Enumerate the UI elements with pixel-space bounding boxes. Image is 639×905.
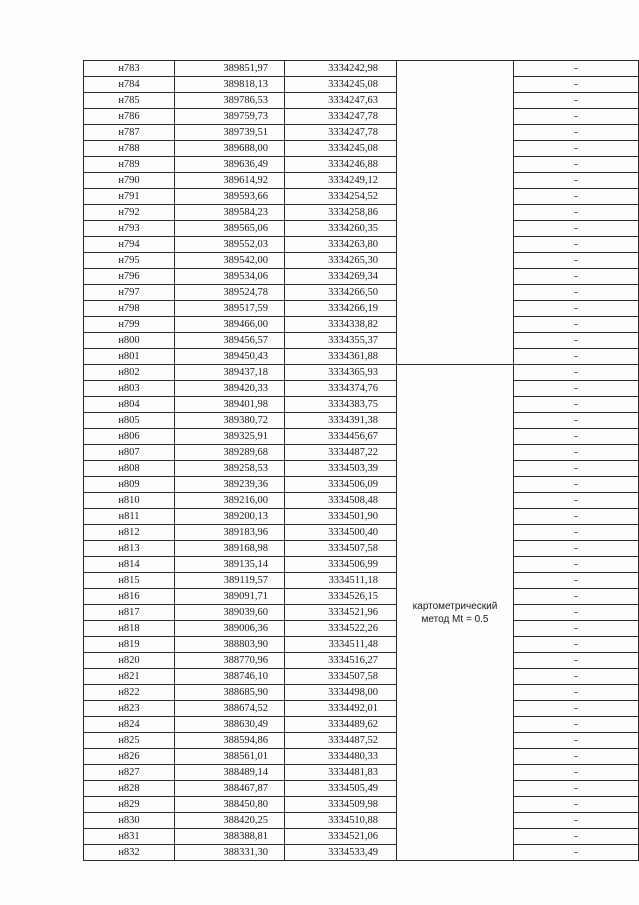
value-cell: - bbox=[514, 381, 639, 397]
value-cell: - bbox=[514, 749, 639, 765]
x-coordinate-cell: 389168,98 bbox=[175, 541, 285, 557]
x-coordinate-cell: 388561,01 bbox=[175, 749, 285, 765]
x-coordinate-cell: 389289,68 bbox=[175, 445, 285, 461]
value-cell: - bbox=[514, 717, 639, 733]
y-coordinate-cell: 3334521,06 bbox=[285, 829, 397, 845]
value-cell: - bbox=[514, 253, 639, 269]
value-cell: - bbox=[514, 621, 639, 637]
y-coordinate-cell: 3334487,52 bbox=[285, 733, 397, 749]
value-cell: - bbox=[514, 173, 639, 189]
point-id-cell: н827 bbox=[84, 765, 175, 781]
x-coordinate-cell: 389851,97 bbox=[175, 61, 285, 77]
point-id-cell: н793 bbox=[84, 221, 175, 237]
x-coordinate-cell: 388489,14 bbox=[175, 765, 285, 781]
y-coordinate-cell: 3334260,35 bbox=[285, 221, 397, 237]
x-coordinate-cell: 388685,90 bbox=[175, 685, 285, 701]
table-row bbox=[84, 685, 639, 701]
point-id-cell: н829 bbox=[84, 797, 175, 813]
point-id-cell: н821 bbox=[84, 669, 175, 685]
x-coordinate-cell: 389636,49 bbox=[175, 157, 285, 173]
table-row bbox=[84, 797, 639, 813]
y-coordinate-cell: 3334506,99 bbox=[285, 557, 397, 573]
x-coordinate-cell: 389593,66 bbox=[175, 189, 285, 205]
point-id-cell: н809 bbox=[84, 477, 175, 493]
value-cell: - bbox=[514, 637, 639, 653]
point-id-cell: н828 bbox=[84, 781, 175, 797]
point-id-cell: н824 bbox=[84, 717, 175, 733]
value-cell: - bbox=[514, 269, 639, 285]
x-coordinate-cell: 388331,30 bbox=[175, 845, 285, 861]
point-id-cell: н797 bbox=[84, 285, 175, 301]
value-cell: - bbox=[514, 669, 639, 685]
y-coordinate-cell: 3334247,78 bbox=[285, 109, 397, 125]
y-coordinate-cell: 3334505,49 bbox=[285, 781, 397, 797]
value-cell: - bbox=[514, 333, 639, 349]
x-coordinate-cell: 388467,87 bbox=[175, 781, 285, 797]
point-id-cell: н817 bbox=[84, 605, 175, 621]
point-id-cell: н792 bbox=[84, 205, 175, 221]
table-row bbox=[84, 397, 639, 413]
point-id-cell: н816 bbox=[84, 589, 175, 605]
x-coordinate-cell: 389420,33 bbox=[175, 381, 285, 397]
coordinates-table bbox=[83, 60, 639, 861]
table-row bbox=[84, 317, 639, 333]
x-coordinate-cell: 389200,13 bbox=[175, 509, 285, 525]
value-cell: - bbox=[514, 765, 639, 781]
y-coordinate-cell: 3334487,22 bbox=[285, 445, 397, 461]
table-row bbox=[84, 61, 639, 77]
table-row bbox=[84, 269, 639, 285]
value-cell: - bbox=[514, 285, 639, 301]
x-coordinate-cell: 388450,80 bbox=[175, 797, 285, 813]
value-cell: - bbox=[514, 797, 639, 813]
table-row bbox=[84, 93, 639, 109]
x-coordinate-cell: 389258,53 bbox=[175, 461, 285, 477]
table-row bbox=[84, 301, 639, 317]
value-cell: - bbox=[514, 525, 639, 541]
value-cell: - bbox=[514, 733, 639, 749]
table-row bbox=[84, 189, 639, 205]
table-row bbox=[84, 221, 639, 237]
table-row bbox=[84, 541, 639, 557]
table-row bbox=[84, 253, 639, 269]
y-coordinate-cell: 3334510,88 bbox=[285, 813, 397, 829]
x-coordinate-cell: 389739,51 bbox=[175, 125, 285, 141]
value-cell: - bbox=[514, 413, 639, 429]
table-row bbox=[84, 381, 639, 397]
value-cell: - bbox=[514, 829, 639, 845]
table-row bbox=[84, 525, 639, 541]
point-id-cell: н783 bbox=[84, 61, 175, 77]
x-coordinate-cell: 389584,23 bbox=[175, 205, 285, 221]
value-cell: - bbox=[514, 541, 639, 557]
y-coordinate-cell: 3334361,88 bbox=[285, 349, 397, 365]
point-id-cell: н798 bbox=[84, 301, 175, 317]
point-id-cell: н805 bbox=[84, 413, 175, 429]
x-coordinate-cell: 389552,03 bbox=[175, 237, 285, 253]
y-coordinate-cell: 3334266,19 bbox=[285, 301, 397, 317]
x-coordinate-cell: 389517,59 bbox=[175, 301, 285, 317]
x-coordinate-cell: 389437,18 bbox=[175, 365, 285, 381]
value-cell: - bbox=[514, 125, 639, 141]
table-row bbox=[84, 157, 639, 173]
y-coordinate-cell: 3334269,34 bbox=[285, 269, 397, 285]
point-id-cell: н832 bbox=[84, 845, 175, 861]
point-id-cell: н831 bbox=[84, 829, 175, 845]
table-row bbox=[84, 429, 639, 445]
x-coordinate-cell: 389524,78 bbox=[175, 285, 285, 301]
value-cell: - bbox=[514, 157, 639, 173]
table-row bbox=[84, 733, 639, 749]
value-cell: - bbox=[514, 397, 639, 413]
x-coordinate-cell: 389456,57 bbox=[175, 333, 285, 349]
value-cell: - bbox=[514, 365, 639, 381]
x-coordinate-cell: 389688,00 bbox=[175, 141, 285, 157]
value-cell: - bbox=[514, 557, 639, 573]
table-row bbox=[84, 109, 639, 125]
x-coordinate-cell: 389039,60 bbox=[175, 605, 285, 621]
value-cell: - bbox=[514, 493, 639, 509]
y-coordinate-cell: 3334492,01 bbox=[285, 701, 397, 717]
value-cell: - bbox=[514, 349, 639, 365]
x-coordinate-cell: 389325,91 bbox=[175, 429, 285, 445]
x-coordinate-cell: 389450,43 bbox=[175, 349, 285, 365]
x-coordinate-cell: 389818,13 bbox=[175, 77, 285, 93]
y-coordinate-cell: 3334258,86 bbox=[285, 205, 397, 221]
y-coordinate-cell: 3334249,12 bbox=[285, 173, 397, 189]
y-coordinate-cell: 3334254,52 bbox=[285, 189, 397, 205]
point-id-cell: н788 bbox=[84, 141, 175, 157]
y-coordinate-cell: 3334500,40 bbox=[285, 525, 397, 541]
point-id-cell: н825 bbox=[84, 733, 175, 749]
point-id-cell: н787 bbox=[84, 125, 175, 141]
point-id-cell: н811 bbox=[84, 509, 175, 525]
point-id-cell: н826 bbox=[84, 749, 175, 765]
table-row bbox=[84, 573, 639, 589]
value-cell: - bbox=[514, 109, 639, 125]
table-row bbox=[84, 77, 639, 93]
table-row bbox=[84, 669, 639, 685]
point-id-cell: н795 bbox=[84, 253, 175, 269]
point-id-cell: н784 bbox=[84, 77, 175, 93]
y-coordinate-cell: 3334511,18 bbox=[285, 573, 397, 589]
table-row bbox=[84, 461, 639, 477]
x-coordinate-cell: 389466,00 bbox=[175, 317, 285, 333]
table-row bbox=[84, 445, 639, 461]
value-cell: - bbox=[514, 845, 639, 861]
x-coordinate-cell: 389759,73 bbox=[175, 109, 285, 125]
value-cell: - bbox=[514, 221, 639, 237]
y-coordinate-cell: 3334509,98 bbox=[285, 797, 397, 813]
y-coordinate-cell: 3334521,96 bbox=[285, 605, 397, 621]
x-coordinate-cell: 389565,06 bbox=[175, 221, 285, 237]
table-row bbox=[84, 237, 639, 253]
value-cell: - bbox=[514, 589, 639, 605]
y-coordinate-cell: 3334501,90 bbox=[285, 509, 397, 525]
x-coordinate-cell: 389135,14 bbox=[175, 557, 285, 573]
value-cell: - bbox=[514, 301, 639, 317]
table-row bbox=[84, 845, 639, 861]
method-label-line1: картометрический bbox=[412, 600, 498, 612]
y-coordinate-cell: 3334383,75 bbox=[285, 397, 397, 413]
y-coordinate-cell: 3334338,82 bbox=[285, 317, 397, 333]
value-cell: - bbox=[514, 205, 639, 221]
point-id-cell: н812 bbox=[84, 525, 175, 541]
x-coordinate-cell: 388803,90 bbox=[175, 637, 285, 653]
y-coordinate-cell: 3334498,00 bbox=[285, 685, 397, 701]
method-label-line2: метод Mt = 0.5 bbox=[421, 613, 489, 625]
point-id-cell: н813 bbox=[84, 541, 175, 557]
x-coordinate-cell: 389542,00 bbox=[175, 253, 285, 269]
y-coordinate-cell: 3334526,15 bbox=[285, 589, 397, 605]
point-id-cell: н804 bbox=[84, 397, 175, 413]
y-coordinate-cell: 3334247,63 bbox=[285, 93, 397, 109]
table-row bbox=[84, 173, 639, 189]
value-cell: - bbox=[514, 813, 639, 829]
point-id-cell: н789 bbox=[84, 157, 175, 173]
point-id-cell: н796 bbox=[84, 269, 175, 285]
y-coordinate-cell: 3334507,58 bbox=[285, 669, 397, 685]
point-id-cell: н785 bbox=[84, 93, 175, 109]
table-row bbox=[84, 413, 639, 429]
y-coordinate-cell: 3334263,80 bbox=[285, 237, 397, 253]
y-coordinate-cell: 3334503,39 bbox=[285, 461, 397, 477]
method-cell-blank bbox=[397, 61, 514, 365]
x-coordinate-cell: 389119,57 bbox=[175, 573, 285, 589]
table-row bbox=[84, 365, 639, 381]
point-id-cell: н807 bbox=[84, 445, 175, 461]
point-id-cell: н810 bbox=[84, 493, 175, 509]
value-cell: - bbox=[514, 237, 639, 253]
table-row bbox=[84, 829, 639, 845]
table-row bbox=[84, 637, 639, 653]
table-row bbox=[84, 333, 639, 349]
table-row bbox=[84, 349, 639, 365]
point-id-cell: н806 bbox=[84, 429, 175, 445]
point-id-cell: н820 bbox=[84, 653, 175, 669]
table-row bbox=[84, 557, 639, 573]
x-coordinate-cell: 388420,25 bbox=[175, 813, 285, 829]
point-id-cell: н794 bbox=[84, 237, 175, 253]
y-coordinate-cell: 3334507,58 bbox=[285, 541, 397, 557]
table-row bbox=[84, 493, 639, 509]
y-coordinate-cell: 3334481,83 bbox=[285, 765, 397, 781]
value-cell: - bbox=[514, 429, 639, 445]
x-coordinate-cell: 389534,06 bbox=[175, 269, 285, 285]
coordinates-table-body bbox=[84, 61, 639, 861]
y-coordinate-cell: 3334355,37 bbox=[285, 333, 397, 349]
y-coordinate-cell: 3334374,76 bbox=[285, 381, 397, 397]
y-coordinate-cell: 3334265,30 bbox=[285, 253, 397, 269]
point-id-cell: н819 bbox=[84, 637, 175, 653]
y-coordinate-cell: 3334245,08 bbox=[285, 141, 397, 157]
table-row bbox=[84, 605, 639, 621]
point-id-cell: н808 bbox=[84, 461, 175, 477]
method-cell bbox=[397, 365, 514, 861]
table-row bbox=[84, 717, 639, 733]
x-coordinate-cell: 388674,52 bbox=[175, 701, 285, 717]
x-coordinate-cell: 389380,72 bbox=[175, 413, 285, 429]
table-row bbox=[84, 813, 639, 829]
point-id-cell: н799 bbox=[84, 317, 175, 333]
point-id-cell: н822 bbox=[84, 685, 175, 701]
x-coordinate-cell: 388630,49 bbox=[175, 717, 285, 733]
y-coordinate-cell: 3334391,38 bbox=[285, 413, 397, 429]
point-id-cell: н802 bbox=[84, 365, 175, 381]
x-coordinate-cell: 388746,10 bbox=[175, 669, 285, 685]
y-coordinate-cell: 3334533,49 bbox=[285, 845, 397, 861]
y-coordinate-cell: 3334247,78 bbox=[285, 125, 397, 141]
x-coordinate-cell: 388388,81 bbox=[175, 829, 285, 845]
table-row bbox=[84, 285, 639, 301]
value-cell: - bbox=[514, 509, 639, 525]
table-row bbox=[84, 509, 639, 525]
value-cell: - bbox=[514, 573, 639, 589]
value-cell: - bbox=[514, 61, 639, 77]
table-row bbox=[84, 125, 639, 141]
value-cell: - bbox=[514, 685, 639, 701]
y-coordinate-cell: 3334516,27 bbox=[285, 653, 397, 669]
table-row bbox=[84, 477, 639, 493]
x-coordinate-cell: 389091,71 bbox=[175, 589, 285, 605]
table-row bbox=[84, 765, 639, 781]
value-cell: - bbox=[514, 445, 639, 461]
table-row bbox=[84, 749, 639, 765]
x-coordinate-cell: 389614,92 bbox=[175, 173, 285, 189]
y-coordinate-cell: 3334365,93 bbox=[285, 365, 397, 381]
y-coordinate-cell: 3334246,88 bbox=[285, 157, 397, 173]
y-coordinate-cell: 3334456,67 bbox=[285, 429, 397, 445]
y-coordinate-cell: 3334506,09 bbox=[285, 477, 397, 493]
x-coordinate-cell: 389006,36 bbox=[175, 621, 285, 637]
value-cell: - bbox=[514, 477, 639, 493]
y-coordinate-cell: 3334508,48 bbox=[285, 493, 397, 509]
point-id-cell: н803 bbox=[84, 381, 175, 397]
y-coordinate-cell: 3334522,26 bbox=[285, 621, 397, 637]
value-cell: - bbox=[514, 605, 639, 621]
x-coordinate-cell: 388770,96 bbox=[175, 653, 285, 669]
point-id-cell: н823 bbox=[84, 701, 175, 717]
value-cell: - bbox=[514, 93, 639, 109]
x-coordinate-cell: 389183,96 bbox=[175, 525, 285, 541]
table-row bbox=[84, 205, 639, 221]
value-cell: - bbox=[514, 781, 639, 797]
point-id-cell: н830 bbox=[84, 813, 175, 829]
x-coordinate-cell: 389216,00 bbox=[175, 493, 285, 509]
table-row bbox=[84, 589, 639, 605]
point-id-cell: н801 bbox=[84, 349, 175, 365]
y-coordinate-cell: 3334245,08 bbox=[285, 77, 397, 93]
value-cell: - bbox=[514, 141, 639, 157]
x-coordinate-cell: 389786,53 bbox=[175, 93, 285, 109]
value-cell: - bbox=[514, 461, 639, 477]
value-cell: - bbox=[514, 317, 639, 333]
x-coordinate-cell: 389239,36 bbox=[175, 477, 285, 493]
x-coordinate-cell: 388594,86 bbox=[175, 733, 285, 749]
y-coordinate-cell: 3334242,98 bbox=[285, 61, 397, 77]
table-row bbox=[84, 781, 639, 797]
point-id-cell: н814 bbox=[84, 557, 175, 573]
point-id-cell: н790 bbox=[84, 173, 175, 189]
table-row bbox=[84, 653, 639, 669]
value-cell: - bbox=[514, 653, 639, 669]
point-id-cell: н786 bbox=[84, 109, 175, 125]
point-id-cell: н818 bbox=[84, 621, 175, 637]
point-id-cell: н791 bbox=[84, 189, 175, 205]
value-cell: - bbox=[514, 701, 639, 717]
y-coordinate-cell: 3334489,62 bbox=[285, 717, 397, 733]
x-coordinate-cell: 389401,98 bbox=[175, 397, 285, 413]
table-row bbox=[84, 141, 639, 157]
y-coordinate-cell: 3334480,33 bbox=[285, 749, 397, 765]
table-row bbox=[84, 621, 639, 637]
value-cell: - bbox=[514, 189, 639, 205]
table-row bbox=[84, 701, 639, 717]
value-cell: - bbox=[514, 77, 639, 93]
y-coordinate-cell: 3334511,48 bbox=[285, 637, 397, 653]
y-coordinate-cell: 3334266,50 bbox=[285, 285, 397, 301]
point-id-cell: н815 bbox=[84, 573, 175, 589]
point-id-cell: н800 bbox=[84, 333, 175, 349]
